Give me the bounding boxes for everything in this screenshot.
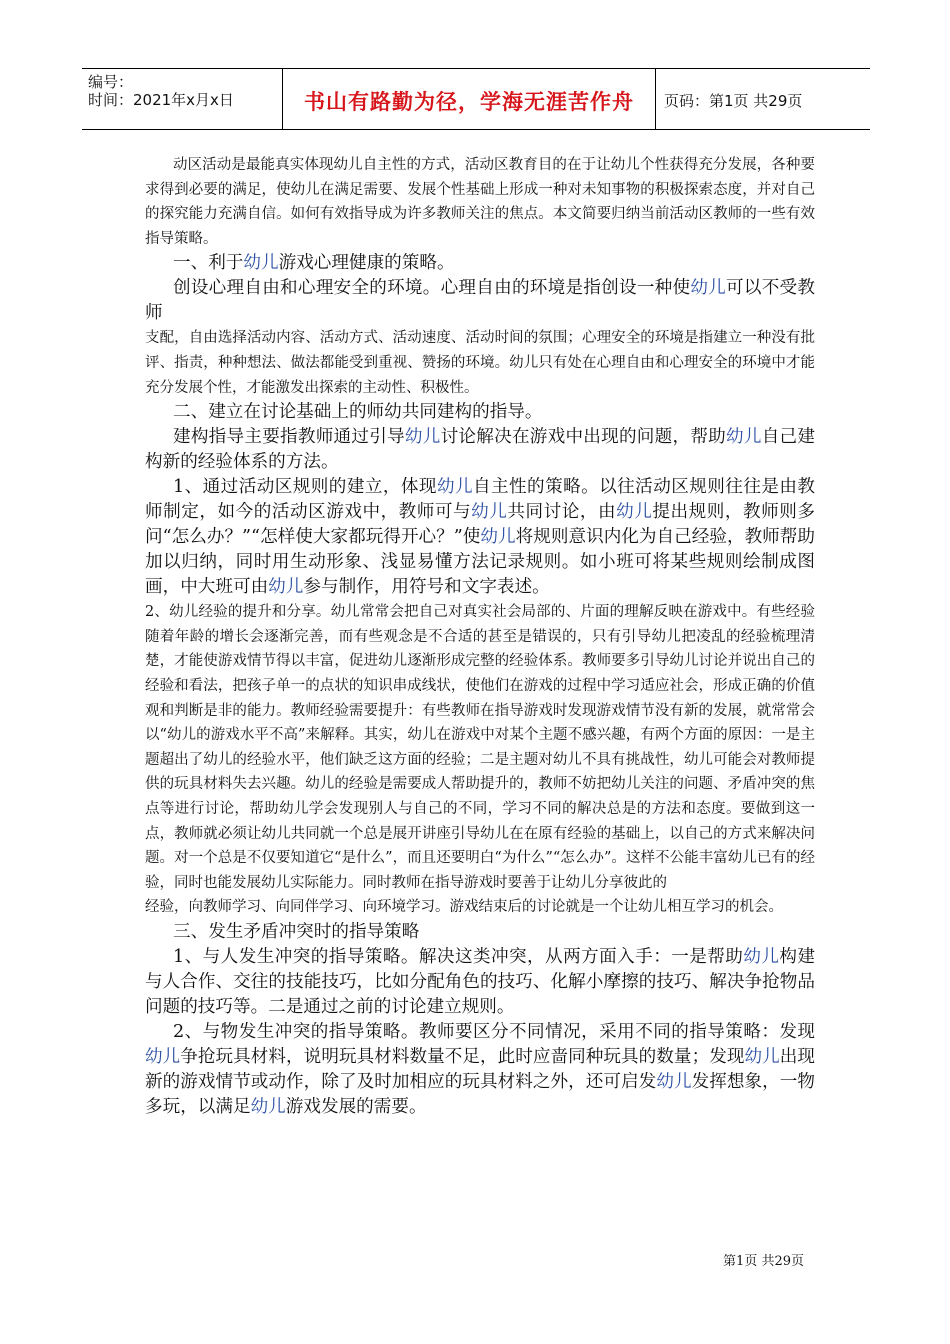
keyword-link[interactable]: 幼儿 [656, 1071, 692, 1092]
text-run: 1、通过活动区规则的建立，体现 [173, 477, 437, 498]
text-run: 一、利于 [173, 253, 244, 274]
text-run: 自主性的策略。以往活动区规则往往是由教师制定，如今的活动区游戏中，教师可与 [145, 477, 815, 523]
header-page-code: 页码：第1页 共29页 [664, 92, 803, 110]
section-3-title: 三、发生矛盾冲突时的指导策略 [173, 921, 420, 942]
doc-number-label: 编号： [88, 73, 134, 91]
text-run: 2、与物发生冲突的指导策略。教师要区分不同情况，采用不同的指导策略：发现 [173, 1021, 815, 1042]
section-1-title [145, 251, 815, 276]
header-motto-cell [282, 69, 656, 129]
text-run: 将规则意识内化为自己经验，教师帮助加以归纳，同时用生动形象、浅显易懂方法记录规则。如小班可将某些规则绘制成图画，中大班可由 [145, 527, 815, 598]
text-run: 共同讨论，由 [507, 502, 617, 523]
page-header [82, 68, 870, 130]
text-run: 发挥想象，一物多玩，以满足 [145, 1071, 815, 1117]
section-3-paragraph-2 [145, 1020, 815, 1120]
keyword-link[interactable]: 幼儿 [436, 477, 473, 498]
section-2-paragraph-2 [145, 475, 815, 600]
text-run: 游戏心理健康的策略。 [278, 253, 455, 274]
keyword-link[interactable]: 幼儿 [726, 427, 762, 448]
keyword-link[interactable]: 幼儿 [243, 253, 279, 274]
section-2-title: 二、建立在讨论基础上的师幼共同建构的指导。 [173, 402, 543, 423]
section-2-paragraph-3: 2、幼儿经验的提升和分享。幼儿常常会把自己对真实社会局部的、片面的理解反映在游戏中。有些经验随着年龄的增长会逐渐完善，而有些观念是不合适的甚至是错误的，只有引导幼儿把凌乱的经验梳理清楚，才能使游戏情节得以丰富，促进幼儿逐渐形成完整的经验体系。教师要多引导幼儿讨论并说出自己的经验和看法，把孩子单一的点状的知识串成线状，使他们在游戏的过程中学习适应社会，形成正确的价值观和判断是非的能力。教师经验需要提升：有些教师在指导游戏时发现游戏情节没有新的发展，就常常会以“幼儿的游戏水平不高”来解释。其实，幼儿在游戏中对某个主题不感兴趣，有两个方面的原因：一是主题超出了幼儿的经验水平，他们缺乏这方面的经验；二是主题对幼儿不具有挑战性，幼儿可能会对教师提供的玩具材料失去兴趣。幼儿的经验是需要成人帮助提升的，教师不妨把幼儿关注的问题、矛盾冲突的焦点等进行讨论，帮助幼儿学会发现别人与自己的不同，学习不同的解决总是的方法和态度。要做到这一点，教师就必须让幼儿共同就一个总是展开讲座引导幼儿在在原有经验的基础上，以自己的方式来解决问题。对一个总是不仅要知道它“是什么”，而且还要明白“为什么”“怎么办”。这样不公能丰富幼儿已有的经验，同时也能发展幼儿实际能力。同时教师在指导游戏时要善于让幼儿分享彼此的 [145, 604, 815, 891]
text-run: 出现新的游戏情节或动作，除了及时加相应的玩具材料之外，还可启发 [145, 1046, 815, 1092]
keyword-link[interactable]: 幼儿 [743, 946, 780, 967]
section-1-paragraph-2: 支配，自由选择活动内容、活动方式、活动速度、活动时间的氛围；心理安全的环境是指建立一种没有批评、指责，种种想法、做法都能受到重视、赞扬的环境。幼儿只有处在心理自由和心理安全的环境中才能充分发展个性，才能激发出探索的主动性、积极性。 [145, 330, 815, 396]
intro-paragraph: 动区活动是最能真实体现幼儿自主性的方式，活动区教育目的在于让幼儿个性获得充分发展，各种要求得到必要的满足，使幼儿在满足需要、发展个性基础上形成一种对未知事物的积极探索态度，并对自己的探究能力充满自信。如何有效指导成为许多教师关注的焦点。本文简要归纳当前活动区教师的一些有效指导策略。 [145, 157, 815, 247]
text-run: 游戏发展的需要。 [285, 1096, 427, 1117]
section-1-paragraph-1 [145, 276, 815, 326]
keyword-link[interactable]: 幼儿 [744, 1046, 780, 1067]
keyword-link[interactable]: 幼儿 [616, 502, 653, 523]
header-meta [82, 69, 282, 129]
text-run: 争抢玩具材料，说明玩具材料数量不足，此时应啬同种玩具的数量；发现 [180, 1046, 745, 1067]
keyword-link[interactable]: 幼儿 [268, 577, 304, 598]
text-run: 构建与人合作、交往的技能技巧，比如分配角色的技巧、化解小摩擦的技巧、解决争抢物品问题的技巧等。二是通过之前的讨论建立规则。 [145, 946, 815, 1017]
text-run: 自己建构新的经验体系的方法。 [145, 427, 815, 473]
text-run: 1、与人发生冲突的指导策略。解决这类冲突，从两方面入手：一是帮助 [173, 946, 744, 967]
keyword-link[interactable]: 幼儿 [690, 278, 727, 299]
header-motto: 书山有路勤为径，学海无涯苦作舟 [304, 90, 634, 114]
keyword-link[interactable]: 幼儿 [250, 1096, 286, 1117]
text-run: 可以不受教师 [145, 278, 815, 324]
section-2-paragraph-1 [145, 425, 815, 475]
keyword-link[interactable]: 幼儿 [471, 502, 508, 523]
doc-time-label: 时间：2021年x月x日 [88, 91, 234, 109]
text-run: 讨论解决在游戏中出现的问题，帮助 [440, 427, 727, 448]
page-footer: 第1页 共29页 [723, 1254, 804, 1269]
text-run: 参与制作，用符号和文字表述。 [303, 577, 550, 598]
keyword-link[interactable]: 幼儿 [145, 1046, 181, 1067]
text-run: 建构指导主要指教师通过引导 [173, 427, 405, 448]
section-2-paragraph-4: 经验，向教师学习、向同伴学习、向环境学习。游戏结束后的讨论就是一个让幼儿相互学习的机会。 [145, 899, 783, 916]
text-run: 提出规则，教师则多问“怎么办？”“怎样使大家都玩得开心？”使 [145, 502, 815, 548]
keyword-link[interactable]: 幼儿 [404, 427, 441, 448]
keyword-link[interactable]: 幼儿 [480, 527, 516, 548]
section-3-paragraph-1 [145, 945, 815, 1020]
text-run: 创设心理自由和心理安全的环境。心理自由的环境是指创设一种使 [173, 278, 691, 299]
document-body [145, 153, 815, 1120]
